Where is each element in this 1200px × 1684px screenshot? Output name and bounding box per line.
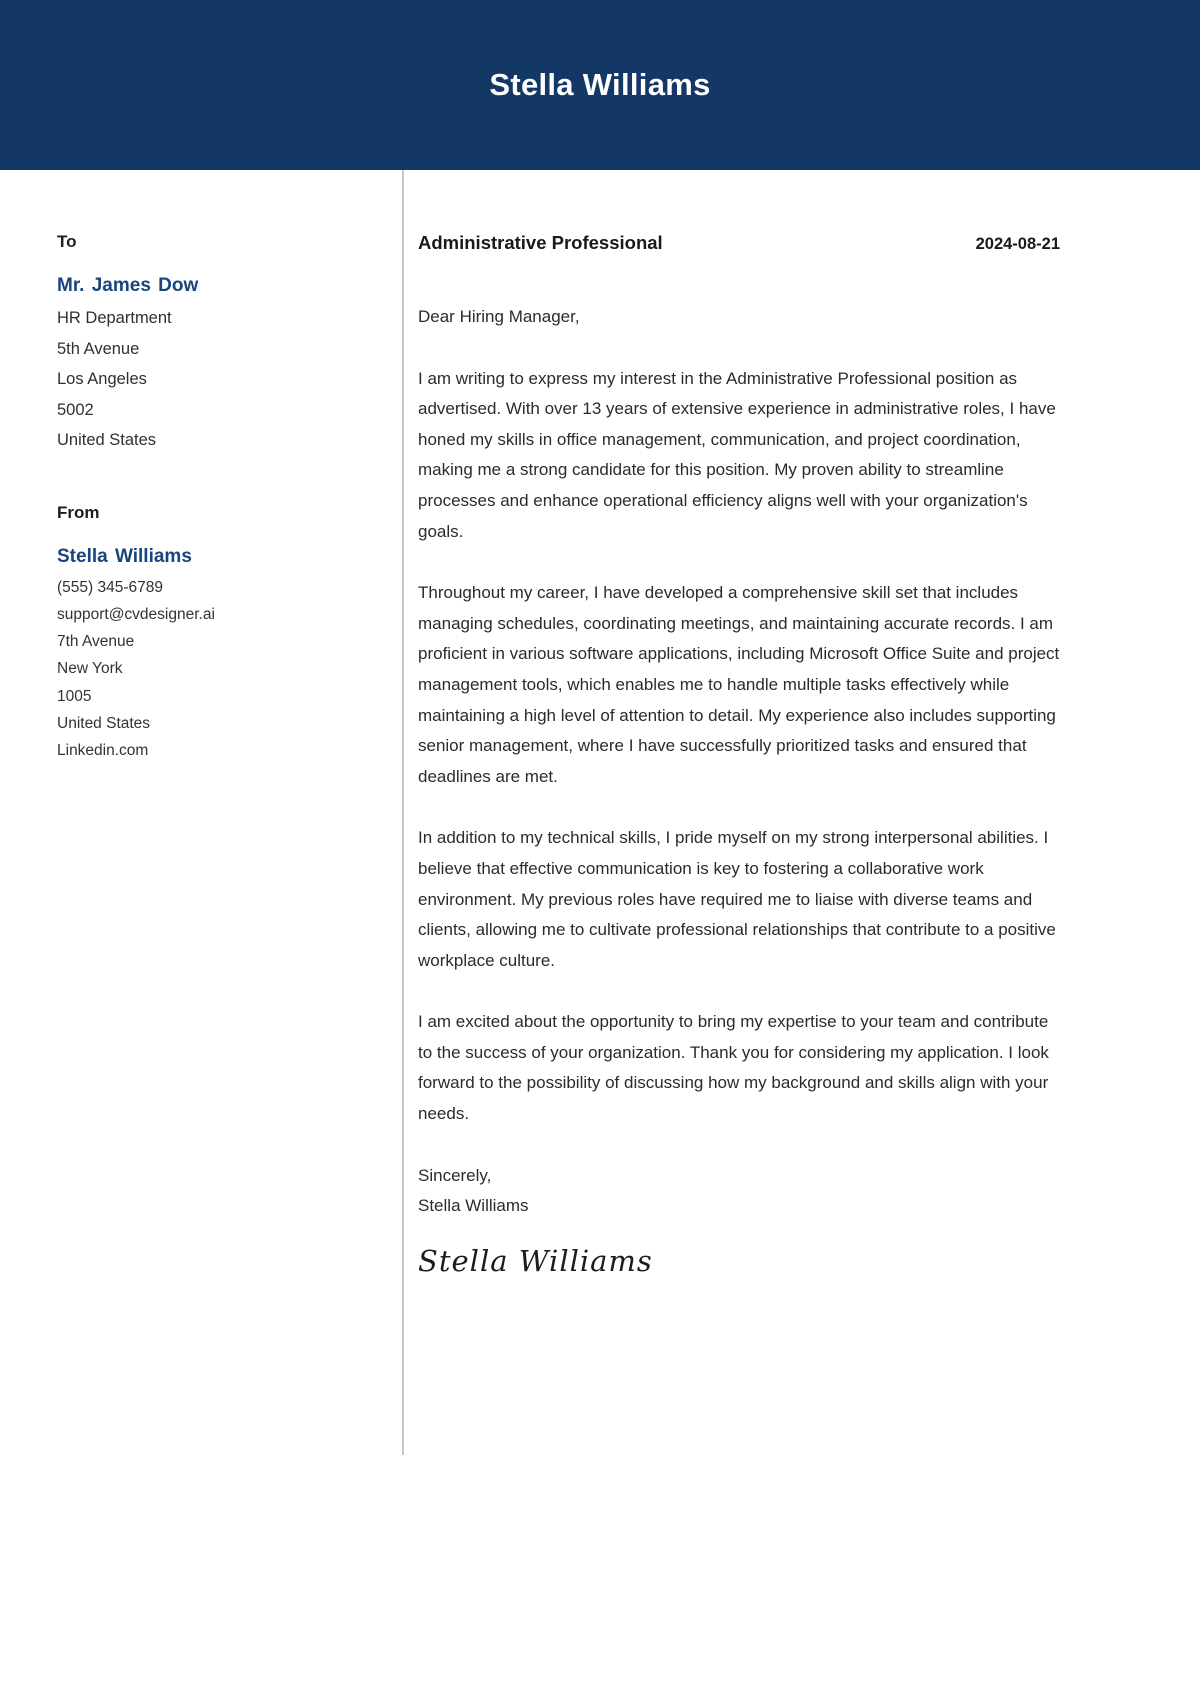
- sender-linkedin: Linkedin.com: [57, 742, 149, 760]
- paragraph-2: Throughout my career, I have developed a comprehensive skill set that includes managing schedules, coordinating meetings, and maintaining accurate records. I am proficient in various software applications, including Microsoft Office Suite and project management tools, which enables me to handle multiple tasks effectively while maintaining a high level of attention to detail. My experience also includes supporting senior management, where I have successfully prioritized tasks and ensured that deadlines are met.: [418, 583, 1060, 786]
- header-name: Stella Williams: [489, 67, 711, 102]
- job-title: Administrative Professional: [418, 232, 663, 253]
- letter-title-row: [418, 232, 1060, 254]
- recipient-name: Mr. James Dow: [57, 275, 199, 296]
- from-section: [57, 503, 362, 765]
- handwritten-signature: Stella Williams: [418, 1243, 653, 1278]
- to-label: To: [57, 232, 77, 251]
- sender-city: New York: [57, 660, 123, 678]
- from-label: From: [57, 502, 100, 522]
- letter-date: 2024-08-21: [975, 235, 1060, 253]
- letter-body: [418, 302, 1060, 1130]
- letter-main: [402, 170, 1200, 1278]
- vertical-divider: [402, 170, 404, 1455]
- sender-phone: (555) 345-6789: [57, 578, 163, 596]
- closing-word: Sincerely,: [418, 1165, 492, 1185]
- recipient-address: [57, 303, 362, 456]
- content-area: [0, 170, 1200, 1278]
- recipient-city: Los Angeles: [57, 370, 147, 388]
- contact-sidebar: [0, 170, 402, 765]
- sender-zip: 1005: [57, 687, 92, 705]
- sender-email: support@cvdesigner.ai: [57, 605, 215, 623]
- to-section: [57, 232, 362, 456]
- sender-street: 7th Avenue: [57, 633, 135, 651]
- recipient-department: HR Department: [57, 309, 172, 327]
- sender-name: Stella Williams: [57, 545, 192, 567]
- recipient-street: 5th Avenue: [57, 339, 140, 358]
- salutation: Dear Hiring Manager,: [418, 307, 580, 326]
- sender-details: [57, 574, 362, 765]
- closing-name: Stella Williams: [418, 1196, 529, 1216]
- sender-country: United States: [57, 714, 151, 732]
- recipient-country: United States: [57, 431, 157, 449]
- paragraph-3: In addition to my technical skills, I pride myself on my strong interpersonal abilities. I believe that effective communication is key to fostering a collaborative work environment. My previous roles have required me to liaise with diverse teams and clients, allowing me to cultivate professional relationships that contribute to a positive workplace culture.: [418, 828, 1056, 970]
- paragraph-4: I am excited about the opportunity to bring my expertise to your team and contribute to the success of your organization. Thank you for considering my application. I look forward to the possibility of discussing how my background and skills align with your needs.: [418, 1012, 1049, 1124]
- recipient-zip: 5002: [57, 400, 94, 419]
- page-header: [0, 0, 1200, 170]
- paragraph-1: I am writing to express my interest in the Administrative Professional position as advertised. With over 13 years of extensive experience in administrative roles, I have honed my skills in office management, communication, and project coordination, making me a strong candidate for this position. My proven ability to streamline processes and enhance operational efficiency aligns well with your organization's goals.: [418, 368, 1056, 541]
- signoff-block: [418, 1161, 1060, 1222]
